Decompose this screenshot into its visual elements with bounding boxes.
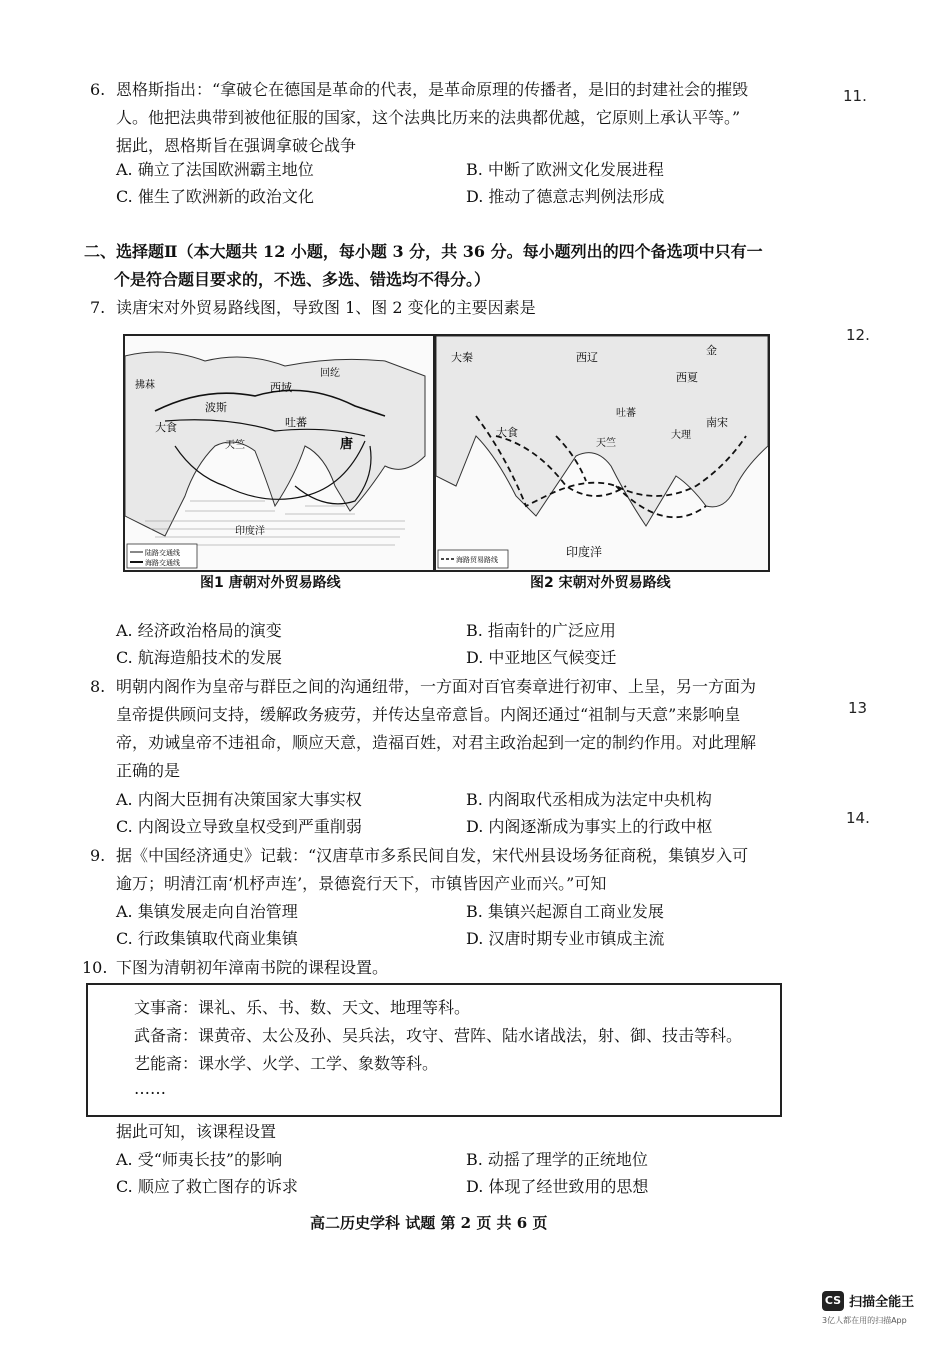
map-label: 西辽 [576, 351, 598, 364]
option-b[interactable]: B. 指南针的广泛应用 [466, 621, 616, 640]
options-10 [116, 1146, 776, 1200]
question-text: 恩格斯指出：“拿破仑在德国是革命的代表，是革命原理的传播者，是旧的封建社会的摧毁 [116, 80, 749, 99]
question-7 [90, 294, 790, 322]
question-number: 9. [90, 846, 106, 865]
map-label: 大食 [496, 426, 518, 439]
option-c[interactable]: C. 行政集镇取代商业集镇 [116, 929, 298, 948]
question-text: 皇帝提供顾问支持，缓解政务疲劳，并传达皇帝意旨。内阁还通过“祖制与天意”来影响皇 [116, 705, 741, 724]
question-text: 据此可知，该课程设置 [116, 1122, 277, 1141]
option-d[interactable]: D. 体现了经世致用的思想 [466, 1177, 649, 1196]
option-d[interactable]: D. 中亚地区气候变迁 [466, 648, 617, 667]
curriculum-row: 艺能斋：课水学、火学、工学、象数等科。 [134, 1054, 439, 1073]
map-label: 回纥 [320, 368, 340, 379]
margin-number: 14. [846, 809, 870, 827]
map-label: 大理 [671, 430, 691, 441]
question-text: 正确的是 [116, 761, 181, 780]
map-label: 天竺 [225, 440, 245, 451]
question-text: 逾万；明清江南‘机杼声连’，景德瓷行天下，市镇皆因产业而兴。”可知 [116, 874, 607, 893]
section-heading [84, 238, 804, 294]
map-label: 拂菻 [135, 380, 155, 391]
question-6 [90, 76, 790, 160]
question-10 [82, 954, 782, 982]
question-text: 据此，恩格斯旨在强调拿破仑战争 [116, 136, 357, 155]
question-number: 8. [90, 677, 106, 696]
watermark-name: 扫描全能王 [849, 1295, 915, 1310]
options-8 [116, 786, 776, 840]
curriculum-row: 文事斋：课礼、乐、书、数、天文、地理等科。 [134, 998, 471, 1017]
options-9 [116, 898, 776, 952]
map-legend: 海路交通线 [145, 559, 180, 567]
map-caption: 图1 唐朝对外贸易路线 [200, 575, 341, 591]
curriculum-row: 武备斋：课黄帝、太公及孙、吴兵法，攻守、营阵、陆水诸战法，射、御、技击等科。 [134, 1026, 743, 1045]
option-a[interactable]: A. 受“师夷长技”的影响 [116, 1150, 283, 1169]
option-d[interactable]: D. 推动了德意志判例法形成 [466, 187, 665, 206]
section-text: 二、选择题Ⅱ（本大题共 12 小题，每小题 3 分，共 36 分。每小题列出的四个备选项中只有一 [84, 242, 763, 261]
margin-number: 12. [846, 326, 870, 344]
question-text: 据《中国经济通史》记载：“汉唐草市多系民间自发，宋代州县设场务征商税，集镇岁入可 [116, 846, 749, 865]
question-text: 帝，劝诫皇帝不违祖命，顺应天意，造福百姓，对君主政治起到一定的制约作用。对此理解 [116, 733, 757, 752]
map-label: 大食 [155, 421, 177, 434]
question-text: 明朝内阁作为皇帝与群臣之间的沟通纽带，一方面对百官奏章进行初审、上呈，另一方面为 [116, 677, 757, 696]
page-footer: 高二历史学科 试题 第 2 页 共 6 页 [310, 1214, 548, 1232]
section-text: 个是符合题目要求的，不选、多选、错选均不得分。） [114, 270, 491, 289]
margin-number: 13 [848, 699, 868, 717]
map-label: 天竺 [596, 438, 616, 449]
option-c[interactable]: C. 顺应了救亡图存的诉求 [116, 1177, 298, 1196]
tang-trade-map [123, 334, 435, 572]
map-label: 大秦 [451, 351, 473, 364]
map-label: 西夏 [676, 371, 698, 384]
margin-number: 11. [843, 87, 867, 105]
curriculum-row: …… [134, 1079, 166, 1098]
map-label: 吐蕃 [616, 408, 636, 419]
question-number: 7. [90, 298, 106, 317]
question-9 [90, 842, 790, 898]
map-label: 唐 [340, 437, 354, 452]
cs-logo-icon: CS [822, 1291, 844, 1311]
map-drawing [125, 336, 433, 570]
option-b[interactable]: B. 动摇了理学的正统地位 [466, 1150, 648, 1169]
map-caption: 图2 宋朝对外贸易路线 [530, 575, 671, 591]
curriculum-box [86, 983, 782, 1117]
scanner-watermark [822, 1290, 914, 1326]
question-10-prompt [116, 1118, 816, 1146]
option-a[interactable]: A. 确立了法国欧洲霸主地位 [116, 160, 314, 179]
map-label: 波斯 [205, 401, 227, 414]
option-c[interactable]: C. 航海造船技术的发展 [116, 648, 282, 667]
map-label: 金 [706, 344, 717, 357]
map-drawing [436, 336, 768, 570]
option-d[interactable]: D. 汉唐时期专业市镇成主流 [466, 929, 665, 948]
option-c[interactable]: C. 内阁设立导致皇权受到严重削弱 [116, 817, 362, 836]
map-label: 西域 [270, 381, 292, 394]
question-text: 人。他把法典带到被他征服的国家，这个法典比历来的法典都优越，它原则上承认平等。” [116, 108, 741, 127]
song-trade-map [434, 334, 770, 572]
map-label: 南宋 [706, 416, 728, 429]
map-legend: 陆路交通线 [145, 549, 180, 557]
map-label: 印度洋 [235, 526, 265, 537]
option-b[interactable]: B. 中断了欧洲文化发展进程 [466, 160, 664, 179]
question-number: 10. [82, 958, 108, 977]
option-b[interactable]: B. 集镇兴起源自工商业发展 [466, 902, 664, 921]
option-c[interactable]: C. 催生了欧洲新的政治文化 [116, 187, 314, 206]
option-a[interactable]: A. 集镇发展走向自治管理 [116, 902, 298, 921]
option-a[interactable]: A. 经济政治格局的演变 [116, 621, 282, 640]
question-text: 读唐宋对外贸易路线图，导致图 1、图 2 变化的主要因素是 [116, 298, 536, 317]
option-b[interactable]: B. 内阁取代丞相成为法定中央机构 [466, 790, 712, 809]
options-6 [116, 156, 776, 210]
question-text: 下图为清朝初年漳南书院的课程设置。 [116, 958, 389, 977]
map-legend: 海路贸易路线 [456, 556, 498, 564]
option-a[interactable]: A. 内阁大臣拥有决策国家大事实权 [116, 790, 362, 809]
option-d[interactable]: D. 内阁逐渐成为事实上的行政中枢 [466, 817, 713, 836]
map-label: 吐蕃 [285, 416, 307, 429]
question-8 [90, 673, 790, 785]
question-number: 6. [90, 80, 106, 99]
watermark-tagline: 3亿人都在用的扫描App [822, 1315, 907, 1325]
map-label: 印度洋 [566, 545, 603, 559]
options-7 [116, 617, 776, 671]
